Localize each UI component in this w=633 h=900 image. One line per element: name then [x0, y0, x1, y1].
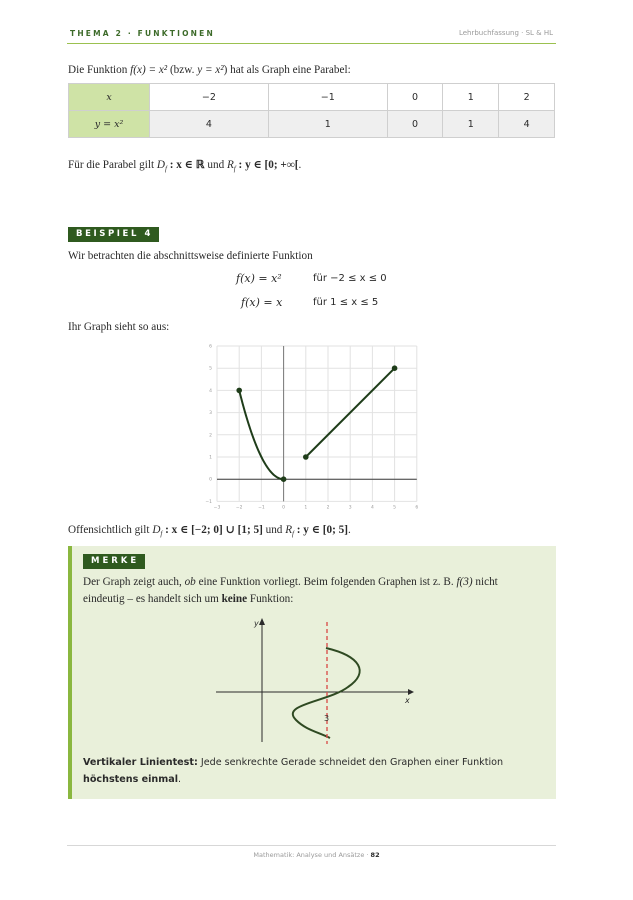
y-tick-label: 2 [209, 433, 212, 439]
table-cell: 4 [499, 111, 555, 138]
graph-axes [217, 346, 417, 501]
merke-badge: MERKE [83, 554, 145, 569]
table-cell: 4 [150, 111, 269, 138]
table-cell: 1 [443, 84, 499, 111]
x-tick-label: 5 [393, 505, 397, 511]
header-section: THEMA 2 · FUNKTIONEN [70, 29, 215, 38]
example-intro: Wir betrachten die abschnittsweise definierte Funktion [68, 250, 313, 262]
table-row-x [69, 84, 555, 111]
piecewise-graph [200, 340, 430, 515]
formula-1-right: für −2 ≤ x ≤ 0 [313, 273, 387, 284]
x-tick-label: 3 [348, 505, 352, 511]
x-tick-label: 1 [304, 505, 308, 511]
table-cell: −1 [268, 84, 387, 111]
y-axis-label: y [254, 619, 259, 628]
x-tick-label: 2 [326, 505, 330, 511]
data-point [236, 388, 242, 394]
x-axis-label: x [405, 696, 410, 705]
header-version: Lehrbuchfassung · SL & HL [458, 29, 553, 37]
rule-line-2: höchstens einmal. [83, 774, 182, 785]
formula-1-left: f(x) = x² [236, 272, 282, 285]
table-header-x: x [69, 84, 150, 111]
formula-2-right: für 1 ≤ x ≤ 5 [313, 297, 379, 308]
conclusion-sentence: Offensichtlich gilt $D_f$ : x ∈ [−2; 0] ∪ [1; 5] und $R_f$ : y ∈ [0; 5]. [68, 524, 351, 539]
table-cell: −2 [150, 84, 269, 111]
x-tick-label: −1 [258, 505, 265, 511]
footer: Mathematik: Analyse und Ansätze · 82 [253, 851, 380, 859]
y-tick-label: 5 [209, 366, 212, 372]
y-tick-label: −1 [205, 499, 212, 505]
y-tick-label: 6 [209, 344, 212, 350]
page-number: 82 [370, 851, 380, 859]
x-tick-label: 6 [415, 505, 419, 511]
marker-3: 3 [324, 714, 330, 723]
x-tick-label: −3 [213, 505, 221, 511]
merke-line-2: eindeutig – es handelt sich um keine Funktion: [83, 593, 294, 605]
data-point [281, 476, 287, 482]
table-cell: 1 [268, 111, 387, 138]
x-tick-label: −2 [235, 505, 243, 511]
intro-sentence: Die Funktion f(x) = x² (bzw. y = x²) hat als Graph eine Parabel: [68, 64, 351, 76]
graph-data [236, 365, 397, 482]
graph-caption: Ihr Graph sieht so aus: [68, 321, 170, 333]
table-cell: 0 [387, 84, 443, 111]
header-divider [67, 43, 556, 44]
value-table [68, 83, 555, 138]
vertical-line-test-graph [210, 612, 425, 747]
example-badge: BEISPIEL 4 [68, 227, 159, 242]
rule-line-1: Vertikaler Linientest: Jede senkrechte Gerade schneidet den Graphen einer Funktion [83, 757, 504, 768]
table-row-y [69, 111, 555, 138]
data-point [392, 365, 398, 371]
y-tick-label: 4 [209, 388, 212, 394]
y-tick-label: 3 [209, 411, 212, 417]
x-tick-label: 4 [370, 505, 374, 511]
table-cell: 0 [387, 111, 443, 138]
graph-grid [217, 346, 417, 501]
footer-divider [67, 845, 556, 846]
domain-sentence: Für die Parabel gilt $D_f$ : x ∈ ℝ und $R_f$ : y ∈ [0; +∞[. [68, 159, 302, 174]
table-cell: 2 [499, 84, 555, 111]
y-axis-arrow [259, 618, 265, 625]
table-cell: 1 [443, 111, 499, 138]
x-tick-label: 0 [282, 505, 286, 511]
table-header-y: y = x² [69, 111, 150, 138]
merke-line-1: Der Graph zeigt auch, ob eine Funktion vorliegt. Beim folgenden Graphen ist z. B. f(3) nicht [83, 576, 498, 588]
x-axis-arrow [408, 689, 414, 695]
data-point [303, 454, 309, 460]
formula-2-left: f(x) = x [241, 296, 283, 309]
footer-book: Mathematik: Analyse und Ansätze [253, 851, 365, 859]
y-tick-label: 0 [209, 477, 212, 483]
sideways-curve [293, 648, 360, 738]
y-tick-label: 1 [209, 455, 212, 461]
